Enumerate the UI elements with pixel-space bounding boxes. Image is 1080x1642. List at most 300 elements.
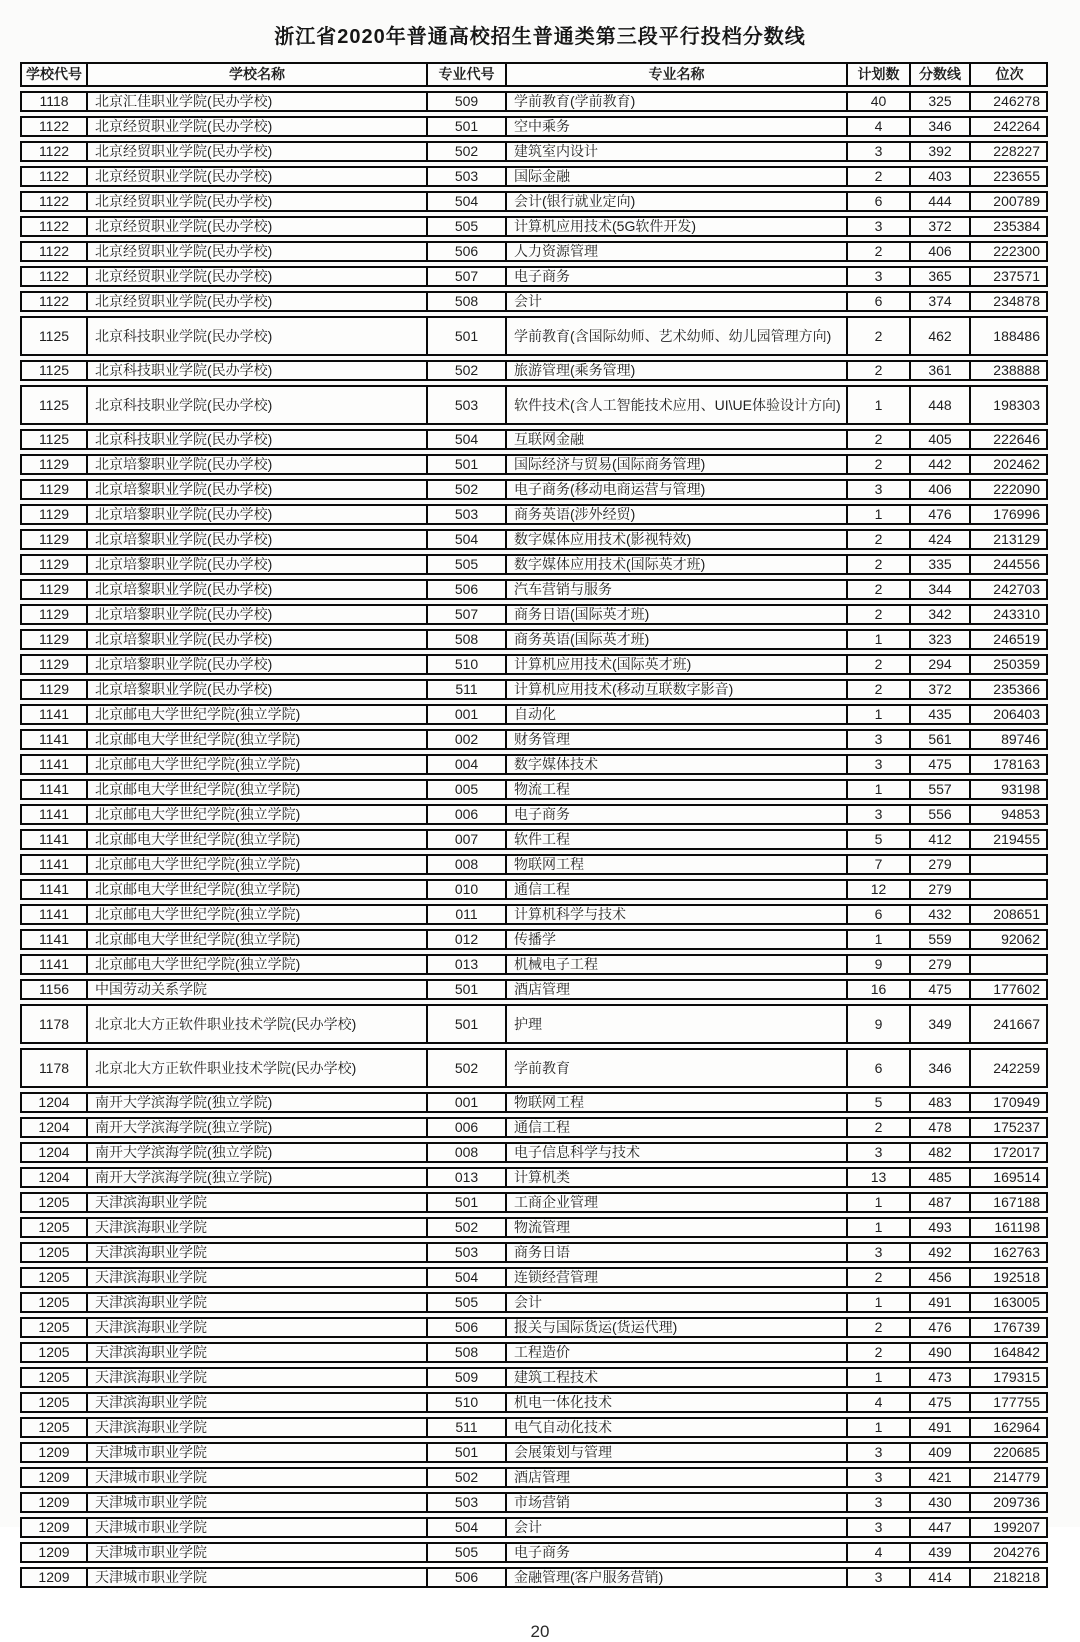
major-code-cell: 502 xyxy=(428,1219,507,1236)
major-name-cell: 计算机科学与技术 xyxy=(507,906,848,923)
table-row xyxy=(20,1492,1048,1513)
school-code-cell: 1204 xyxy=(22,1119,88,1136)
school-name-cell: 天津城市职业学院 xyxy=(88,1519,428,1536)
major-code-cell: 509 xyxy=(428,1369,507,1386)
major-code-cell: 503 xyxy=(428,1244,507,1261)
score-line-cell: 409 xyxy=(911,1444,971,1461)
school-code-cell: 1141 xyxy=(22,931,88,948)
table-row xyxy=(20,554,1048,575)
table-row xyxy=(20,529,1048,550)
major-name-cell: 工程造价 xyxy=(507,1344,848,1361)
major-name-cell: 学前教育 xyxy=(507,1050,848,1086)
column-header-c6: 分数线 xyxy=(911,64,971,85)
rank-cell: 94853 xyxy=(1001,806,1040,822)
table-row xyxy=(20,241,1048,262)
rank-cell: 234878 xyxy=(993,293,1040,309)
major-code-cell: 502 xyxy=(428,1050,507,1086)
score-line-cell: 444 xyxy=(911,193,971,210)
table-row xyxy=(20,291,1048,312)
rank-cell: 92062 xyxy=(1001,931,1040,947)
school-code-cell: 1122 xyxy=(22,268,88,285)
school-name-cell: 北京科技职业学院(民办学校) xyxy=(88,387,428,423)
major-name-cell: 传播学 xyxy=(507,931,848,948)
score-line-cell: 475 xyxy=(911,981,971,998)
major-name-cell: 电子商务 xyxy=(507,1544,848,1561)
plan-count-cell: 3 xyxy=(848,1519,911,1536)
rank-cell: 222646 xyxy=(993,431,1040,447)
major-code-cell: 506 xyxy=(428,581,507,598)
major-name-cell: 人力资源管理 xyxy=(507,243,848,260)
plan-count-cell: 1 xyxy=(848,706,911,723)
school-code-cell: 1129 xyxy=(22,581,88,598)
school-code-cell: 1204 xyxy=(22,1144,88,1161)
plan-count-cell: 1 xyxy=(848,1194,911,1211)
plan-count-cell: 2 xyxy=(848,1344,911,1361)
school-name-cell: 北京经贸职业学院(民办学校) xyxy=(88,218,428,235)
major-name-cell: 空中乘务 xyxy=(507,118,848,135)
major-code-cell: 501 xyxy=(428,318,507,354)
school-code-cell: 1204 xyxy=(22,1169,88,1186)
major-code-cell: 504 xyxy=(428,193,507,210)
rank-cell: 235366 xyxy=(993,681,1040,697)
school-code-cell: 1129 xyxy=(22,606,88,623)
rank-cell: 242703 xyxy=(993,581,1040,597)
major-code-cell: 506 xyxy=(428,243,507,260)
plan-count-cell: 7 xyxy=(848,856,911,873)
score-line-cell: 476 xyxy=(911,1319,971,1336)
school-name-cell: 北京培黎职业学院(民办学校) xyxy=(88,506,428,523)
major-name-cell: 计算机类 xyxy=(507,1169,848,1186)
score-line-cell: 365 xyxy=(911,268,971,285)
plan-count-cell: 3 xyxy=(848,218,911,235)
school-code-cell: 1129 xyxy=(22,656,88,673)
plan-count-cell: 3 xyxy=(848,806,911,823)
major-name-cell: 市场营销 xyxy=(507,1494,848,1511)
major-code-cell: 013 xyxy=(428,956,507,973)
table-row xyxy=(20,1167,1048,1188)
plan-count-cell: 4 xyxy=(848,1394,911,1411)
plan-count-cell: 3 xyxy=(848,1494,911,1511)
rank-cell: 172017 xyxy=(993,1144,1040,1160)
score-line-cell: 325 xyxy=(911,93,971,110)
school-code-cell: 1205 xyxy=(22,1294,88,1311)
major-name-cell: 互联网金融 xyxy=(507,431,848,448)
school-code-cell: 1129 xyxy=(22,531,88,548)
major-code-cell: 504 xyxy=(428,431,507,448)
school-code-cell: 1122 xyxy=(22,168,88,185)
school-name-cell: 天津城市职业学院 xyxy=(88,1494,428,1511)
table-row xyxy=(20,579,1048,600)
plan-count-cell: 1 xyxy=(848,506,911,523)
school-code-cell: 1141 xyxy=(22,781,88,798)
major-name-cell: 财务管理 xyxy=(507,731,848,748)
school-code-cell: 1205 xyxy=(22,1369,88,1386)
major-name-cell: 机电一体化技术 xyxy=(507,1394,848,1411)
score-line-cell: 476 xyxy=(911,506,971,523)
score-line-cell: 335 xyxy=(911,556,971,573)
school-name-cell: 北京科技职业学院(民办学校) xyxy=(88,431,428,448)
rank-cell: 162964 xyxy=(993,1419,1040,1435)
major-code-cell: 004 xyxy=(428,756,507,773)
score-line-cell: 349 xyxy=(911,1006,971,1042)
major-code-cell: 006 xyxy=(428,1119,507,1136)
school-code-cell: 1209 xyxy=(22,1544,88,1561)
plan-count-cell: 2 xyxy=(848,243,911,260)
school-name-cell: 天津城市职业学院 xyxy=(88,1444,428,1461)
table-row xyxy=(20,1567,1048,1588)
plan-count-cell: 2 xyxy=(848,656,911,673)
school-name-cell: 北京经贸职业学院(民办学校) xyxy=(88,143,428,160)
score-line-cell: 473 xyxy=(911,1369,971,1386)
score-line-cell: 478 xyxy=(911,1119,971,1136)
school-name-cell: 北京培黎职业学院(民办学校) xyxy=(88,531,428,548)
score-line-cell: 559 xyxy=(911,931,971,948)
major-code-cell: 505 xyxy=(428,1544,507,1561)
school-name-cell: 南开大学滨海学院(独立学院) xyxy=(88,1144,428,1161)
major-code-cell: 506 xyxy=(428,1319,507,1336)
column-header-c2: 学校名称 xyxy=(88,64,428,85)
score-line-cell: 279 xyxy=(911,956,971,973)
school-code-cell: 1205 xyxy=(22,1394,88,1411)
school-name-cell: 北京经贸职业学院(民办学校) xyxy=(88,243,428,260)
score-line-cell: 492 xyxy=(911,1244,971,1261)
plan-count-cell: 3 xyxy=(848,1569,911,1586)
major-name-cell: 学前教育(学前教育) xyxy=(507,93,848,110)
rank-cell: 218218 xyxy=(993,1569,1040,1585)
score-line-cell: 557 xyxy=(911,781,971,798)
school-name-cell: 南开大学滨海学院(独立学院) xyxy=(88,1119,428,1136)
score-line-cell: 491 xyxy=(911,1419,971,1436)
score-line-cell: 346 xyxy=(911,118,971,135)
school-name-cell: 北京科技职业学院(民办学校) xyxy=(88,318,428,354)
score-line-cell: 439 xyxy=(911,1544,971,1561)
plan-count-cell: 5 xyxy=(848,831,911,848)
school-name-cell: 北京培黎职业学院(民办学校) xyxy=(88,631,428,648)
rank-cell: 179315 xyxy=(993,1369,1040,1385)
school-code-cell: 1205 xyxy=(22,1344,88,1361)
school-code-cell: 1122 xyxy=(22,193,88,210)
plan-count-cell: 3 xyxy=(848,481,911,498)
score-line-cell: 412 xyxy=(911,831,971,848)
plan-count-cell: 2 xyxy=(848,681,911,698)
table-row xyxy=(20,1467,1048,1488)
school-name-cell: 北京培黎职业学院(民办学校) xyxy=(88,481,428,498)
score-line-cell: 372 xyxy=(911,681,971,698)
score-line-cell: 424 xyxy=(911,531,971,548)
school-code-cell: 1141 xyxy=(22,881,88,898)
major-code-cell: 011 xyxy=(428,906,507,923)
school-code-cell: 1129 xyxy=(22,556,88,573)
table-row xyxy=(20,754,1048,775)
plan-count-cell: 40 xyxy=(848,93,911,110)
rank-cell: 200789 xyxy=(993,193,1040,209)
table-row xyxy=(20,829,1048,850)
plan-count-cell: 2 xyxy=(848,531,911,548)
major-code-cell: 501 xyxy=(428,1194,507,1211)
major-code-cell: 501 xyxy=(428,118,507,135)
rank-cell: 246278 xyxy=(993,93,1040,109)
plan-count-cell: 3 xyxy=(848,1244,911,1261)
school-name-cell: 北京邮电大学世纪学院(独立学院) xyxy=(88,931,428,948)
major-code-cell: 501 xyxy=(428,1444,507,1461)
major-code-cell: 508 xyxy=(428,1344,507,1361)
major-code-cell: 505 xyxy=(428,218,507,235)
plan-count-cell: 1 xyxy=(848,931,911,948)
school-code-cell: 1205 xyxy=(22,1244,88,1261)
plan-count-cell: 6 xyxy=(848,293,911,310)
document-title: 浙江省2020年普通高校招生普通类第三段平行投档分数线 xyxy=(274,26,806,48)
school-code-cell: 1118 xyxy=(22,93,88,110)
rank-cell: 178163 xyxy=(993,756,1040,772)
school-name-cell: 北京邮电大学世纪学院(独立学院) xyxy=(88,906,428,923)
table-row xyxy=(20,1242,1048,1263)
column-header-c3: 专业代号 xyxy=(428,64,507,85)
score-line-cell: 430 xyxy=(911,1494,971,1511)
school-name-cell: 天津滨海职业学院 xyxy=(88,1369,428,1386)
major-code-cell: 504 xyxy=(428,531,507,548)
major-code-cell: 501 xyxy=(428,456,507,473)
rank-cell: 169514 xyxy=(993,1169,1040,1185)
table-row xyxy=(20,804,1048,825)
rank-cell: 198303 xyxy=(993,396,1040,413)
major-code-cell: 501 xyxy=(428,1006,507,1042)
rank-cell: 208651 xyxy=(993,906,1040,922)
major-name-cell: 国际经济与贸易(国际商务管理) xyxy=(507,456,848,473)
table-row xyxy=(20,604,1048,625)
major-name-cell: 会计 xyxy=(507,1294,848,1311)
school-code-cell: 1122 xyxy=(22,143,88,160)
major-code-cell: 507 xyxy=(428,606,507,623)
rank-cell: 238888 xyxy=(993,362,1040,378)
school-name-cell: 北京培黎职业学院(民办学校) xyxy=(88,606,428,623)
school-code-cell: 1125 xyxy=(22,431,88,448)
school-code-cell: 1209 xyxy=(22,1469,88,1486)
rank-cell: 162763 xyxy=(993,1244,1040,1260)
school-name-cell: 北京北大方正软件职业技术学院(民办学校) xyxy=(88,1006,428,1042)
school-code-cell: 1205 xyxy=(22,1219,88,1236)
rank-cell: 164842 xyxy=(993,1344,1040,1360)
score-line-cell: 414 xyxy=(911,1569,971,1586)
school-code-cell: 1178 xyxy=(22,1006,88,1042)
column-header-c4: 专业名称 xyxy=(507,64,848,85)
school-name-cell: 北京经贸职业学院(民办学校) xyxy=(88,168,428,185)
score-line-cell: 406 xyxy=(911,243,971,260)
school-name-cell: 北京邮电大学世纪学院(独立学院) xyxy=(88,856,428,873)
school-name-cell: 天津城市职业学院 xyxy=(88,1569,428,1586)
score-line-cell: 490 xyxy=(911,1344,971,1361)
major-name-cell: 商务日语(国际英才班) xyxy=(507,606,848,623)
school-code-cell: 1205 xyxy=(22,1419,88,1436)
score-line-cell: 392 xyxy=(911,143,971,160)
school-code-cell: 1141 xyxy=(22,756,88,773)
rank-cell xyxy=(971,881,1048,898)
school-name-cell: 北京培黎职业学院(民办学校) xyxy=(88,656,428,673)
plan-count-cell: 2 xyxy=(848,318,911,354)
score-line-cell: 456 xyxy=(911,1269,971,1286)
score-line-cell: 485 xyxy=(911,1169,971,1186)
school-code-cell: 1129 xyxy=(22,481,88,498)
table-row xyxy=(20,1217,1048,1238)
major-name-cell: 国际金融 xyxy=(507,168,848,185)
score-line-cell: 462 xyxy=(911,318,971,354)
school-name-cell: 北京经贸职业学院(民办学校) xyxy=(88,193,428,210)
major-code-cell: 511 xyxy=(428,681,507,698)
plan-count-cell: 9 xyxy=(848,1006,911,1042)
rank-cell: 163005 xyxy=(993,1294,1040,1310)
rank-cell: 242259 xyxy=(993,1059,1040,1076)
score-line-cell: 475 xyxy=(911,1394,971,1411)
major-code-cell: 008 xyxy=(428,856,507,873)
major-name-cell: 计算机应用技术(国际英才班) xyxy=(507,656,848,673)
rank-cell: 206403 xyxy=(993,706,1040,722)
column-header-c7: 位次 xyxy=(995,66,1024,82)
major-code-cell: 001 xyxy=(428,1094,507,1111)
plan-count-cell: 13 xyxy=(848,1169,911,1186)
major-name-cell: 酒店管理 xyxy=(507,1469,848,1486)
school-code-cell: 1209 xyxy=(22,1494,88,1511)
school-name-cell: 天津城市职业学院 xyxy=(88,1469,428,1486)
school-name-cell: 北京北大方正软件职业技术学院(民办学校) xyxy=(88,1050,428,1086)
school-code-cell: 1125 xyxy=(22,362,88,379)
score-line-cell: 448 xyxy=(911,387,971,423)
school-name-cell: 南开大学滨海学院(独立学院) xyxy=(88,1169,428,1186)
school-name-cell: 北京培黎职业学院(民办学校) xyxy=(88,456,428,473)
school-code-cell: 1205 xyxy=(22,1319,88,1336)
major-name-cell: 汽车营销与服务 xyxy=(507,581,848,598)
table-row xyxy=(20,1117,1048,1138)
plan-count-cell: 2 xyxy=(848,556,911,573)
table-row xyxy=(20,216,1048,237)
major-code-cell: 002 xyxy=(428,731,507,748)
rank-cell: 175237 xyxy=(993,1119,1040,1135)
major-name-cell: 商务日语 xyxy=(507,1244,848,1261)
school-code-cell: 1141 xyxy=(22,731,88,748)
table-row xyxy=(20,1317,1048,1338)
school-name-cell: 北京汇佳职业学院(民办学校) xyxy=(88,93,428,110)
school-name-cell: 北京培黎职业学院(民办学校) xyxy=(88,556,428,573)
school-name-cell: 北京邮电大学世纪学院(独立学院) xyxy=(88,781,428,798)
table-header-row xyxy=(20,62,1048,87)
major-name-cell: 电子商务 xyxy=(507,806,848,823)
major-code-cell: 509 xyxy=(428,93,507,110)
table-row xyxy=(20,1392,1048,1413)
school-name-cell: 北京培黎职业学院(民办学校) xyxy=(88,581,428,598)
school-code-cell: 1209 xyxy=(22,1519,88,1536)
plan-count-cell: 2 xyxy=(848,606,911,623)
major-code-cell: 006 xyxy=(428,806,507,823)
rank-cell: 93198 xyxy=(1001,781,1040,797)
score-line-cell: 344 xyxy=(911,581,971,598)
score-line-cell: 279 xyxy=(911,881,971,898)
school-name-cell: 北京经贸职业学院(民办学校) xyxy=(88,268,428,285)
rank-cell: 220685 xyxy=(993,1444,1040,1460)
table-row xyxy=(20,479,1048,500)
score-line-cell: 279 xyxy=(911,856,971,873)
table-row xyxy=(20,779,1048,800)
table-row xyxy=(20,1542,1048,1563)
score-line-cell: 561 xyxy=(911,731,971,748)
plan-count-cell: 6 xyxy=(848,193,911,210)
school-name-cell: 天津滨海职业学院 xyxy=(88,1269,428,1286)
school-name-cell: 天津滨海职业学院 xyxy=(88,1194,428,1211)
major-code-cell: 001 xyxy=(428,706,507,723)
rank-cell: 167188 xyxy=(993,1194,1040,1210)
plan-count-cell: 1 xyxy=(848,781,911,798)
plan-count-cell: 16 xyxy=(848,981,911,998)
table-body xyxy=(20,91,1048,1588)
table-row xyxy=(20,704,1048,725)
plan-count-cell: 2 xyxy=(848,431,911,448)
major-name-cell: 酒店管理 xyxy=(507,981,848,998)
table-row xyxy=(20,141,1048,162)
major-name-cell: 旅游管理(乘务管理) xyxy=(507,362,848,379)
major-name-cell: 数字媒体应用技术(影视特效) xyxy=(507,531,848,548)
score-line-cell: 294 xyxy=(911,656,971,673)
major-name-cell: 工商企业管理 xyxy=(507,1194,848,1211)
major-name-cell: 计算机应用技术(移动互联数字影音) xyxy=(507,681,848,698)
major-code-cell: 505 xyxy=(428,556,507,573)
rank-cell: 199207 xyxy=(993,1519,1040,1535)
score-line-cell: 406 xyxy=(911,481,971,498)
rank-cell: 241667 xyxy=(993,1015,1040,1032)
major-code-cell: 010 xyxy=(428,881,507,898)
table-row xyxy=(20,1292,1048,1313)
score-line-cell: 372 xyxy=(911,218,971,235)
school-name-cell: 北京邮电大学世纪学院(独立学院) xyxy=(88,731,428,748)
school-code-cell: 1141 xyxy=(22,956,88,973)
major-name-cell: 会计(银行就业定向) xyxy=(507,193,848,210)
table-row xyxy=(20,266,1048,287)
school-name-cell: 南开大学滨海学院(独立学院) xyxy=(88,1094,428,1111)
scores-table xyxy=(20,62,1048,1588)
rank-cell: 188486 xyxy=(993,327,1040,344)
major-code-cell: 506 xyxy=(428,1569,507,1586)
school-code-cell: 1125 xyxy=(22,387,88,423)
rank-cell: 250359 xyxy=(993,656,1040,672)
major-code-cell: 508 xyxy=(428,293,507,310)
table-row xyxy=(20,654,1048,675)
table-row xyxy=(20,1442,1048,1463)
major-code-cell: 503 xyxy=(428,387,507,423)
score-line-cell: 374 xyxy=(911,293,971,310)
plan-count-cell: 3 xyxy=(848,756,911,773)
school-name-cell: 天津滨海职业学院 xyxy=(88,1319,428,1336)
rank-cell: 176739 xyxy=(993,1319,1040,1335)
rank-cell: 204276 xyxy=(993,1544,1040,1560)
major-name-cell: 学前教育(含国际幼师、艺术幼师、幼儿园管理方向) xyxy=(507,318,848,354)
school-code-cell: 1122 xyxy=(22,118,88,135)
score-line-cell: 487 xyxy=(911,1194,971,1211)
rank-cell: 222300 xyxy=(993,243,1040,259)
table-row xyxy=(20,979,1048,1000)
major-code-cell: 508 xyxy=(428,631,507,648)
column-header-c5: 计划数 xyxy=(848,64,911,85)
plan-count-cell: 2 xyxy=(848,1269,911,1286)
plan-count-cell: 2 xyxy=(848,168,911,185)
major-code-cell: 012 xyxy=(428,931,507,948)
school-name-cell: 天津滨海职业学院 xyxy=(88,1394,428,1411)
major-name-cell: 电气自动化技术 xyxy=(507,1419,848,1436)
major-name-cell: 机械电子工程 xyxy=(507,956,848,973)
major-name-cell: 计算机应用技术(5G软件开发) xyxy=(507,218,848,235)
plan-count-cell: 1 xyxy=(848,1294,911,1311)
major-name-cell: 自动化 xyxy=(507,706,848,723)
table-row xyxy=(20,504,1048,525)
plan-count-cell: 6 xyxy=(848,906,911,923)
major-name-cell: 连锁经营管理 xyxy=(507,1269,848,1286)
table-row xyxy=(20,454,1048,475)
rank-cell: 170949 xyxy=(993,1094,1040,1110)
